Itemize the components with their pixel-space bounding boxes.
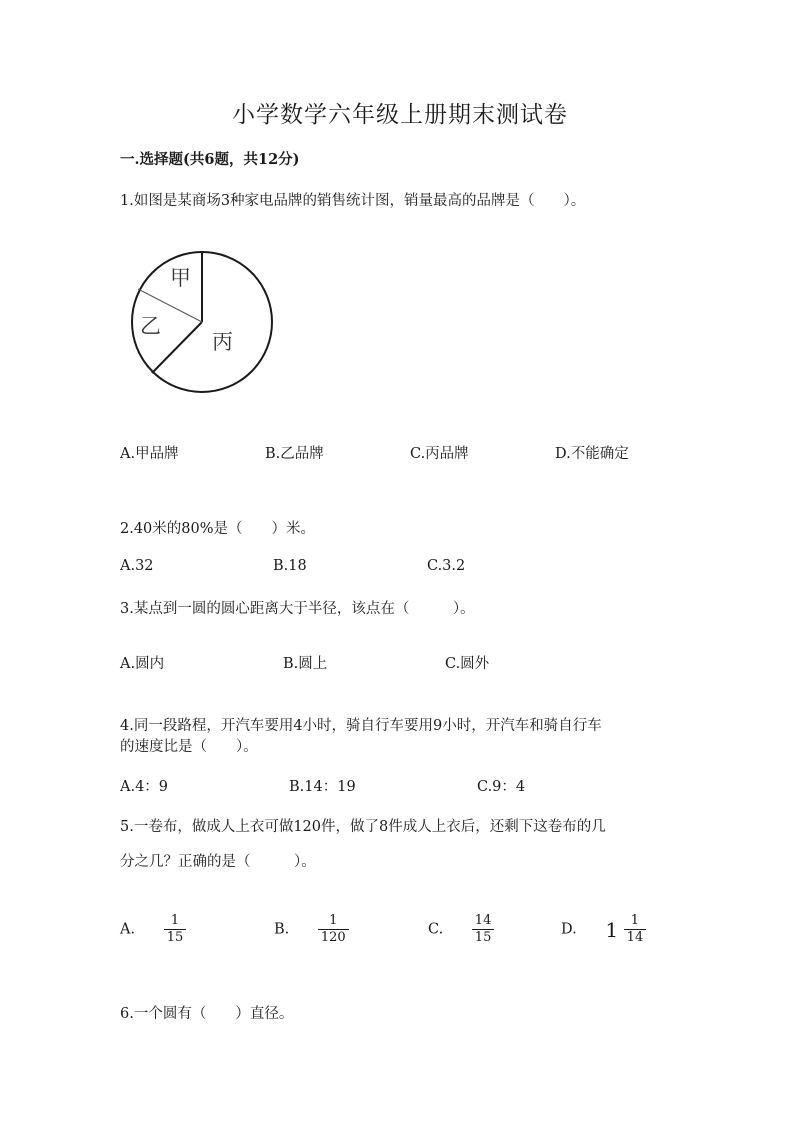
q5-option-a-label: A. [120,921,136,938]
fraction-denominator: 15 [472,929,495,945]
question-4-text-line1: 4.同一段路程，开汽车要用4小时，骑自行车要用9小时，开汽车和骑自行车 [120,718,602,734]
question-6-text: 6.一个圆有（ ）直径。 [120,1006,294,1022]
question-5-text-line1: 5.一卷布，做成人上衣可做120件，做了8件成人上衣后，还剩下这卷布的几 [120,819,606,835]
fraction-denominator: 15 [164,929,187,945]
q1-option-c[interactable]: C.丙品牌 [410,446,469,462]
fraction-denominator: 14 [624,929,647,945]
q5-option-a[interactable] [120,914,186,945]
fraction-numerator: 1 [170,913,180,928]
fraction-numerator: 1 [630,913,640,928]
question-3-text: 3.某点到一圆的圆心距离大于半径，该点在（ ）。 [120,601,475,617]
question-2-text: 2.40米的80%是（ ）米。 [120,521,316,537]
q4-option-b[interactable]: B.14：19 [289,779,356,795]
question-1-text: 1.如图是某商场3种家电品牌的销售统计图，销量最高的品牌是（ ）。 [120,193,586,209]
q3-option-a[interactable]: A.圆内 [120,656,165,672]
fraction-whole: 1 [605,917,619,942]
pie-chart [126,245,276,397]
q3-option-b[interactable]: B.圆上 [283,656,328,672]
q1-option-d[interactable]: D.不能确定 [555,446,629,462]
q2-option-a[interactable]: A.32 [120,558,154,574]
q2-option-b[interactable]: B.18 [273,558,307,574]
q5-option-c-fraction [472,914,495,945]
question-5-text-line2: 分之几？正确的是（ ）。 [120,854,316,870]
page-title: 小学数学六年级上册期末测试卷 [232,102,568,128]
fraction-numerator: 1 [329,913,338,928]
q5-option-a-fraction [164,914,187,945]
fraction-denominator: 120 [318,929,349,945]
question-4-text-line2: 的速度比是（ ）。 [120,739,258,755]
q4-option-a[interactable]: A.4：9 [120,779,169,795]
q5-option-d[interactable] [561,914,646,945]
q5-option-c-label: C. [428,921,444,938]
q5-option-b-label: B. [274,921,290,938]
q5-option-b[interactable] [274,914,349,945]
q5-option-d-fraction [624,914,647,945]
q5-option-b-fraction [318,914,349,945]
q1-option-b[interactable]: B.乙品牌 [265,446,324,462]
q4-option-c[interactable]: C.9：4 [477,779,526,795]
q1-option-a[interactable]: A.甲品牌 [120,446,179,462]
pie-label-yi: 乙 [140,314,161,338]
fraction-numerator: 14 [474,913,492,928]
pie-label-bing: 丙 [212,330,233,354]
q5-option-d-label: D. [561,921,577,938]
q5-option-c[interactable] [428,914,494,945]
q2-option-c[interactable]: C.3.2 [427,558,466,574]
pie-label-jia: 甲 [170,266,191,290]
section-heading: 一.选择题(共6题，共12分) [120,151,300,168]
q3-option-c[interactable]: C.圆外 [445,656,490,672]
